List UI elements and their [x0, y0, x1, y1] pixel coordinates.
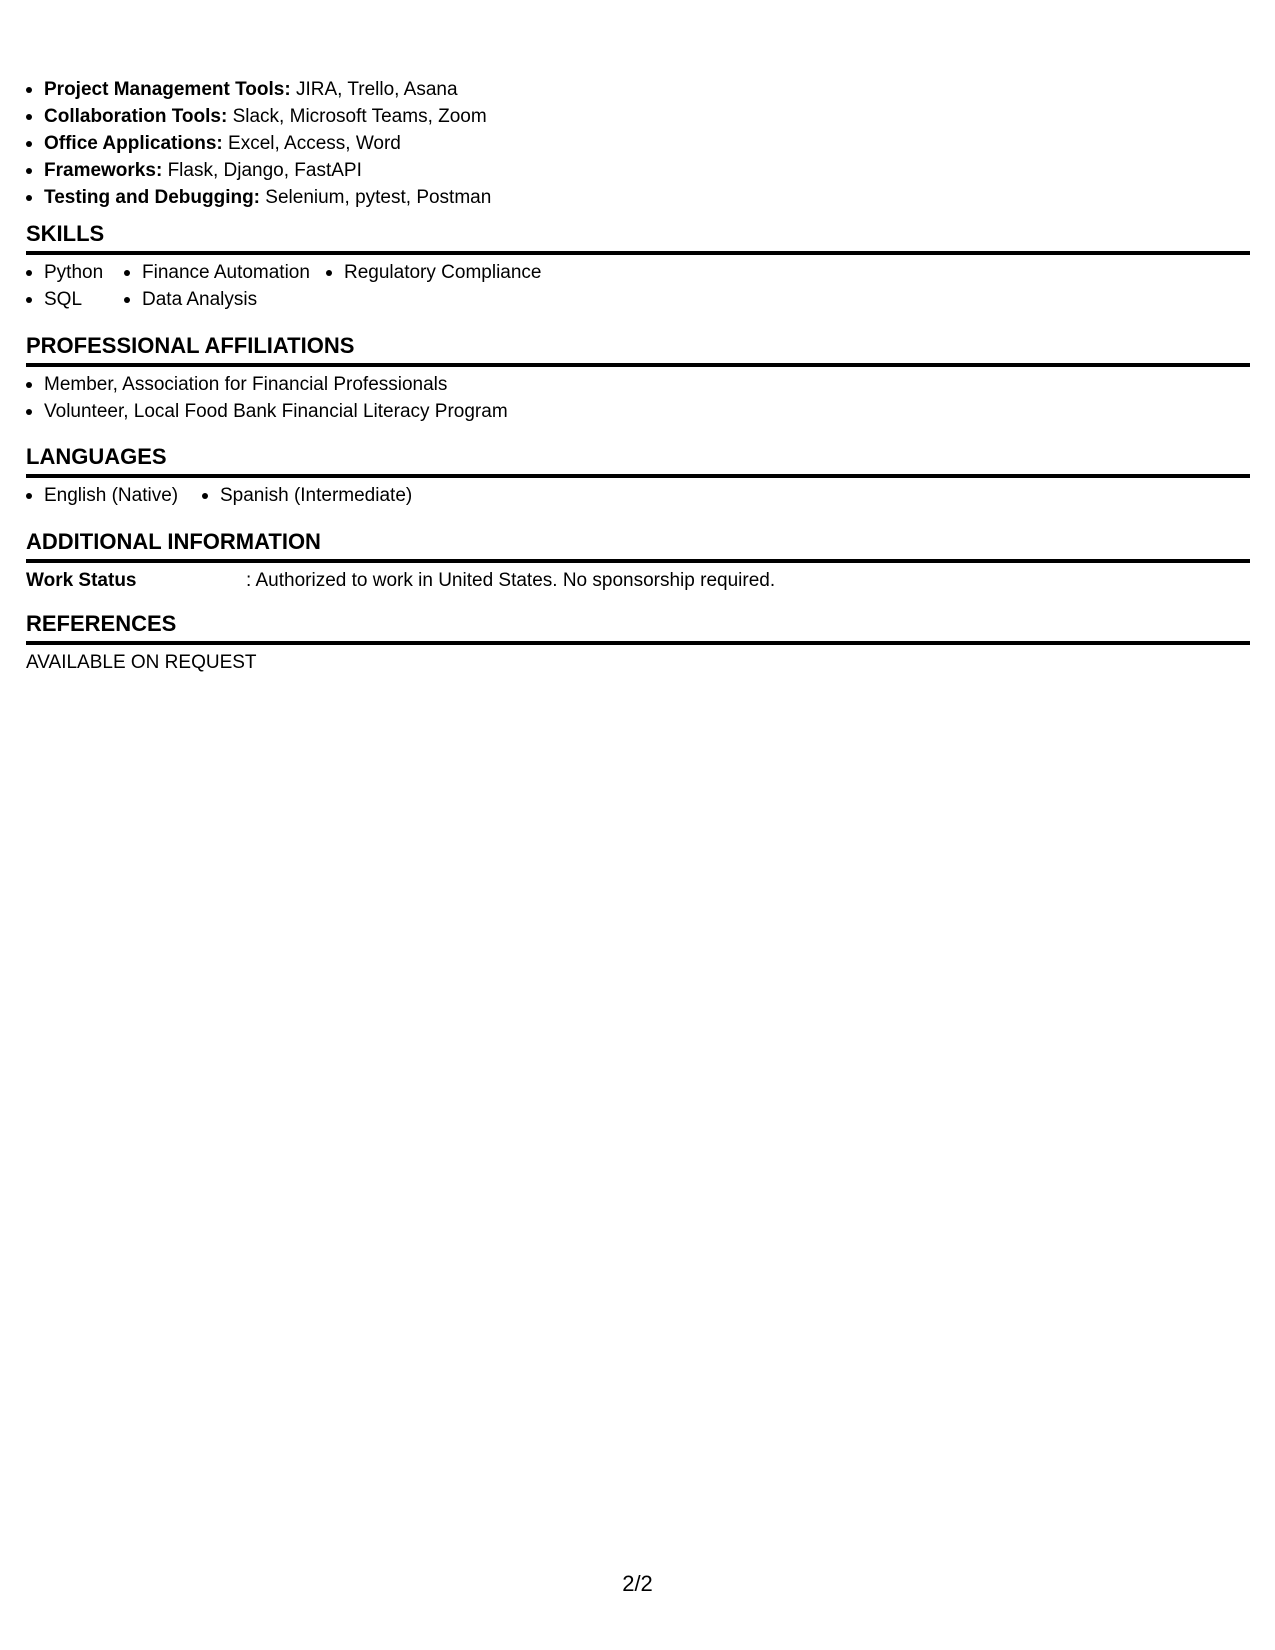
affiliations-list [26, 371, 508, 425]
bullet-icon [26, 297, 32, 303]
tools-list [26, 76, 491, 211]
references-section [26, 611, 1250, 645]
language-item: Spanish (Intermediate) [202, 482, 412, 509]
tool-label: Office Applications: [44, 133, 223, 154]
bullet-icon [26, 493, 32, 499]
bullet-icon [26, 382, 32, 388]
tool-item-office [26, 130, 491, 157]
bullet-icon [26, 168, 32, 174]
tool-label: Project Management Tools: [44, 79, 291, 100]
section-heading: SKILLS [26, 221, 105, 246]
tool-value: Excel, Access, Word [228, 133, 401, 154]
bullet-icon [26, 114, 32, 120]
bullet-icon [326, 270, 332, 276]
tool-item-frameworks [26, 157, 491, 184]
section-divider [26, 363, 1250, 367]
bullet-icon [26, 87, 32, 93]
additional-section [26, 529, 1250, 563]
tool-label: Testing and Debugging: [44, 187, 261, 208]
page-number: 2/2 [622, 1571, 653, 1596]
bullet-icon [26, 270, 32, 276]
affiliations-section [26, 333, 1250, 367]
tool-item-testing [26, 184, 491, 211]
skill-item: SQL [26, 286, 82, 313]
bullet-icon [124, 297, 130, 303]
section-heading: ADDITIONAL INFORMATION [26, 529, 321, 554]
skill-item: Regulatory Compliance [326, 259, 542, 286]
work-status-row [26, 567, 1250, 594]
section-divider [26, 251, 1250, 255]
list-item: Member, Association for Financial Professionals [26, 371, 508, 398]
bullet-icon [124, 270, 130, 276]
language-item: English (Native) [26, 482, 178, 509]
section-divider [26, 641, 1250, 645]
skills-section [26, 221, 1250, 255]
tool-value: JIRA, Trello, Asana [295, 79, 458, 100]
section-heading: REFERENCES [26, 611, 177, 636]
tool-item-project-management [26, 76, 491, 103]
skill-item: Finance Automation [124, 259, 310, 286]
skill-item: Python [26, 259, 103, 286]
list-item: Volunteer, Local Food Bank Financial Literacy Program [26, 398, 508, 425]
tool-value: Flask, Django, FastAPI [167, 160, 362, 181]
section-heading: LANGUAGES [26, 444, 167, 469]
tool-label: Collaboration Tools: [44, 106, 228, 127]
bullet-icon [26, 195, 32, 201]
bullet-icon [202, 493, 208, 499]
skill-item: Data Analysis [124, 286, 257, 313]
work-status-value: : Authorized to work in United States. No sponsorship required. [246, 570, 776, 591]
section-divider [26, 559, 1250, 563]
tool-label: Frameworks: [44, 160, 163, 181]
tool-item-collaboration [26, 103, 491, 130]
work-status-label: Work Status [26, 570, 137, 591]
references-text: AVAILABLE ON REQUEST [26, 652, 257, 673]
bullet-icon [26, 141, 32, 147]
languages-section [26, 444, 1250, 478]
section-heading: PROFESSIONAL AFFILIATIONS [26, 333, 355, 358]
bullet-icon [26, 409, 32, 415]
tool-value: Slack, Microsoft Teams, Zoom [232, 106, 487, 127]
tool-value: Selenium, pytest, Postman [265, 187, 492, 208]
section-divider [26, 474, 1250, 478]
